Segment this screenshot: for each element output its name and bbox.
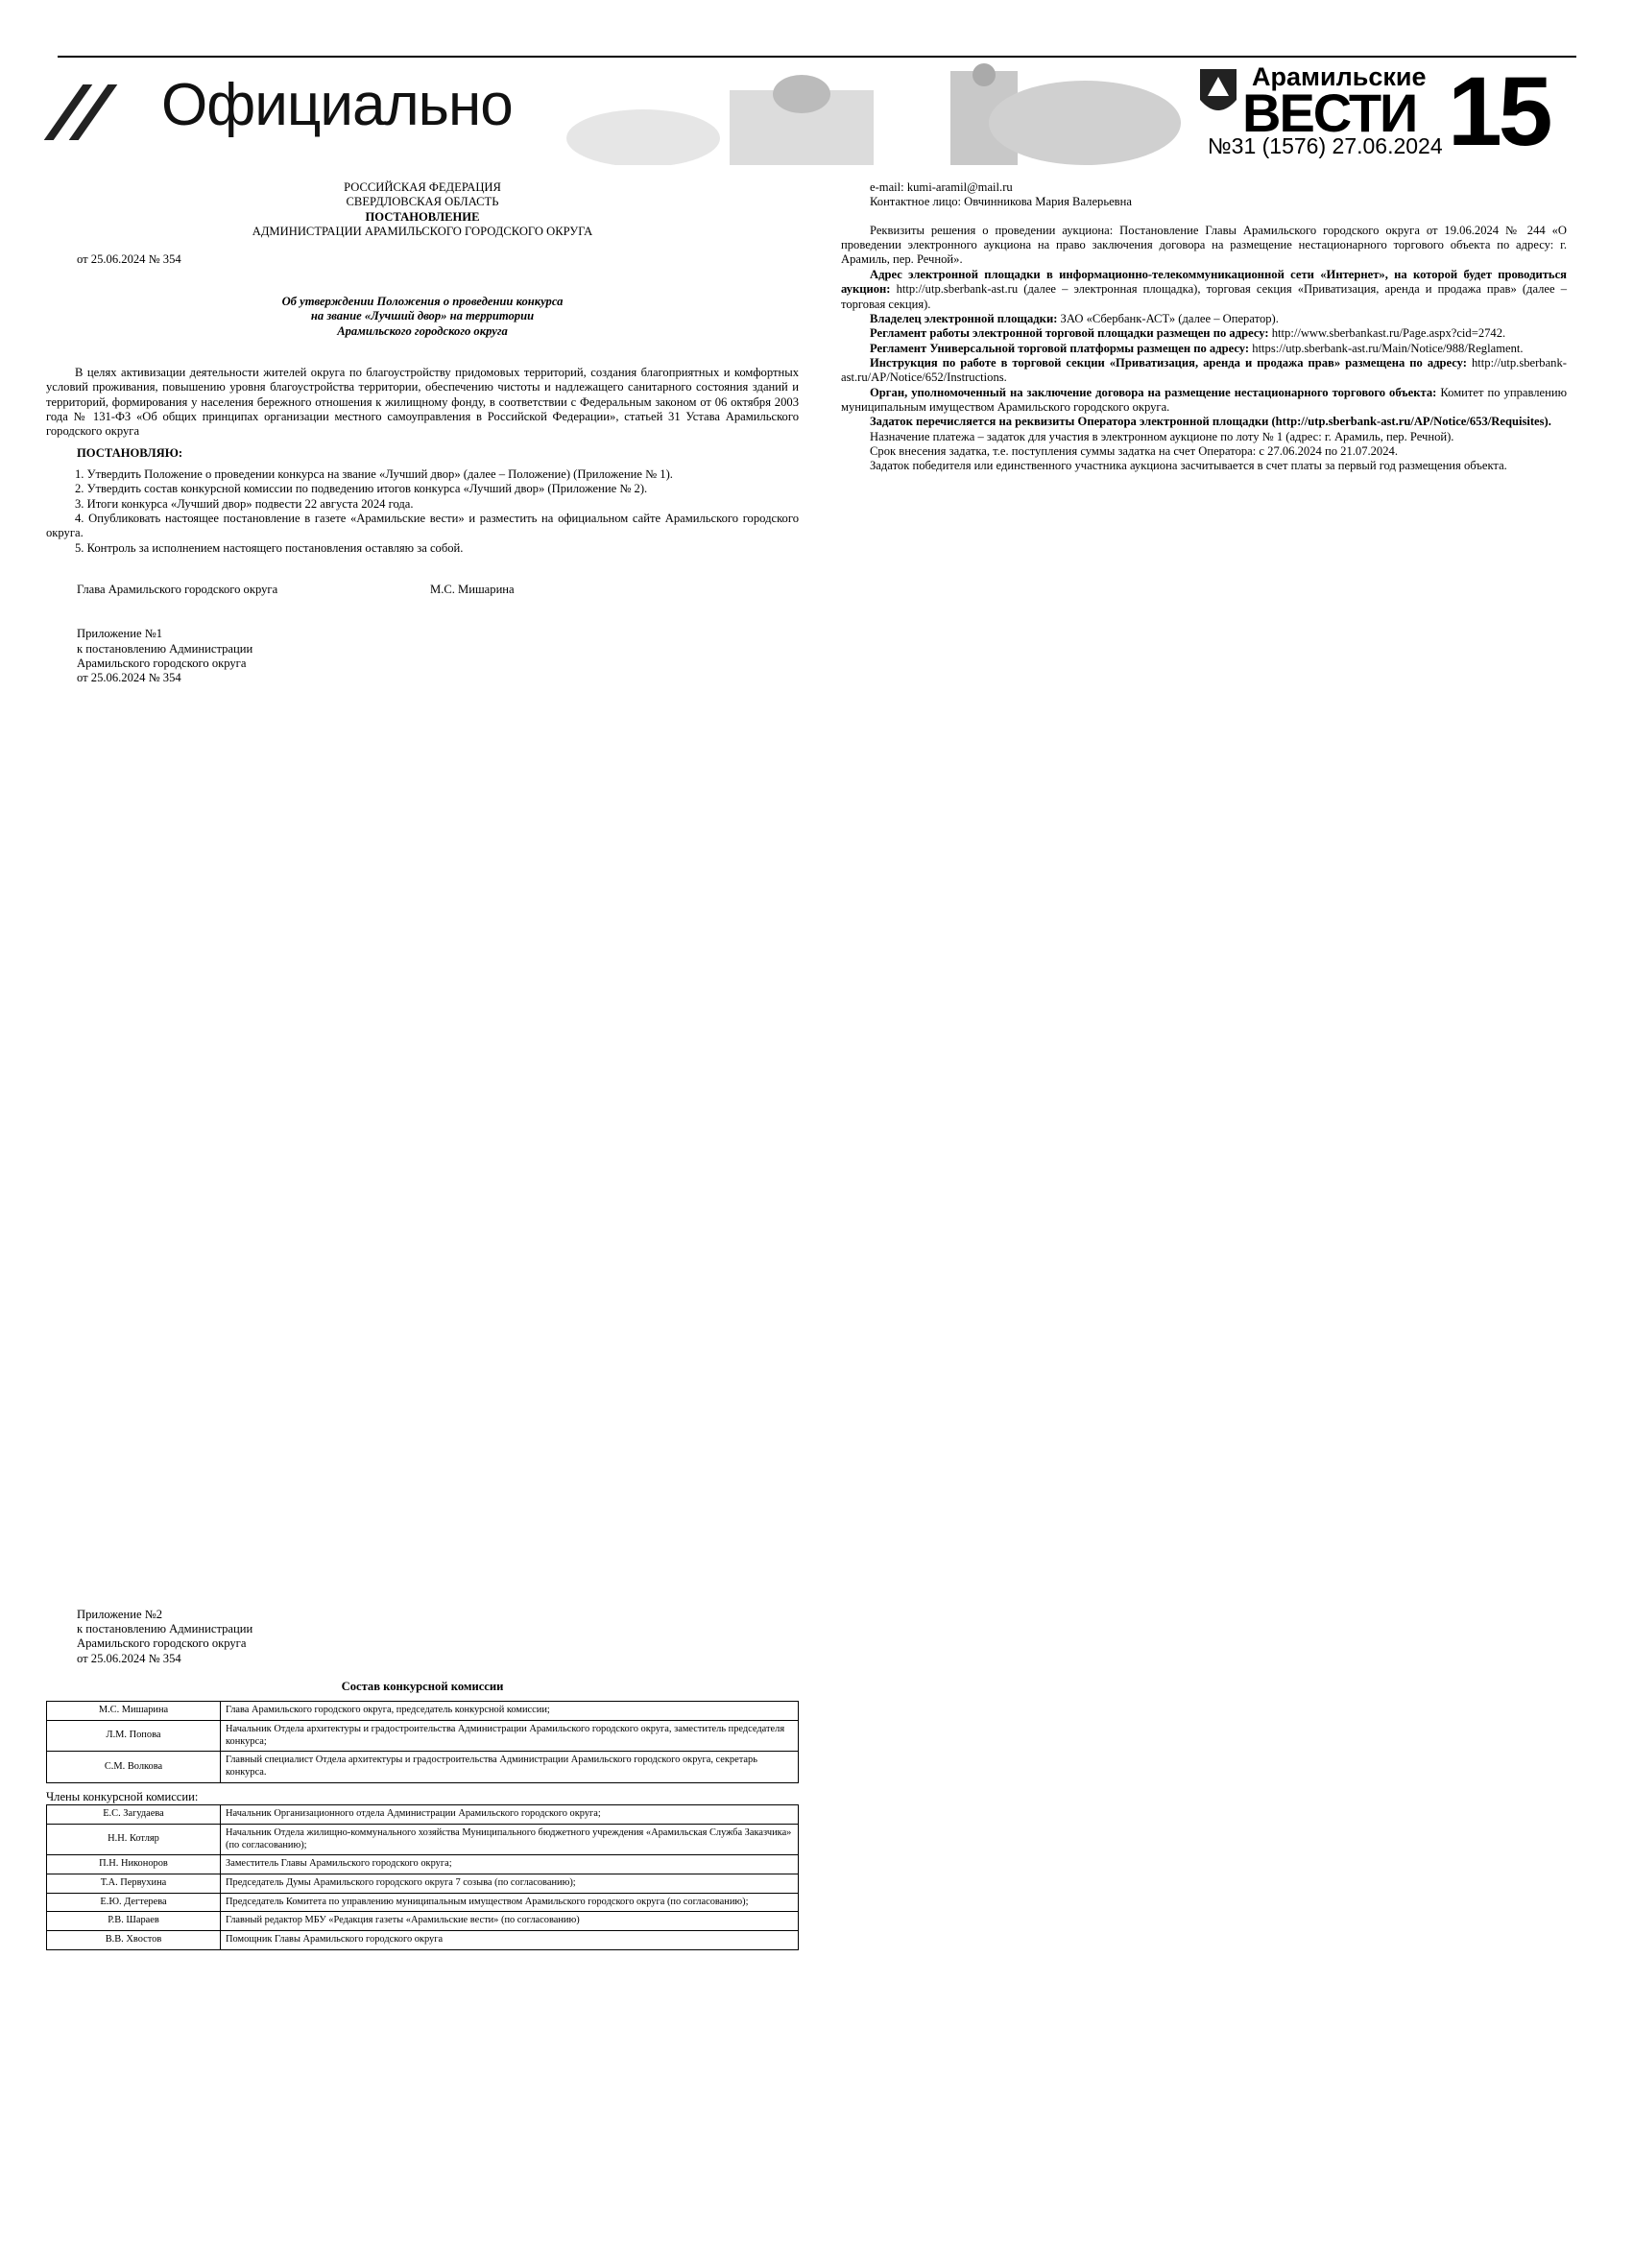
header-line: СВЕРДЛОВСКАЯ ОБЛАСТЬ xyxy=(346,195,499,209)
instruction-paragraph xyxy=(841,356,1567,386)
table-row xyxy=(47,1893,799,1912)
top-rule xyxy=(58,56,1576,58)
decree-item: 1. Утвердить Положение о проведении конкурса на звание «Лучший двор» (далее – Положение) (Приложение № 1). xyxy=(75,467,673,482)
member-name: Н.Н. Котляр xyxy=(47,1824,221,1854)
member-role: Помощник Главы Арамильского городского округа xyxy=(221,1931,799,1950)
appendix-line: от 25.06.2024 № 354 xyxy=(77,671,181,685)
instruction-label: Инструкция по работе в торговой секции «Приватизация, аренда и продажа прав» размещена по адресу: xyxy=(870,355,1467,370)
decree-item: 3. Итоги конкурса «Лучший двор» подвести 22 августа 2024 года. xyxy=(75,496,414,511)
page-number: 15 xyxy=(1448,57,1549,166)
logo-main-text: ВЕСТИ xyxy=(1242,83,1417,143)
section-title: Официально xyxy=(161,72,513,138)
regulation-label: Регламент работы электронной торговой площадки размещен по адресу: xyxy=(870,326,1269,341)
authority-paragraph xyxy=(841,386,1567,416)
table-row xyxy=(47,1912,799,1931)
owner-paragraph xyxy=(841,312,1567,326)
member-name: Р.В. Шараев xyxy=(47,1912,221,1931)
site-text: http://utp.sberbank-ast.ru (далее – электронная площадка), торговая секция «Приватизация, аренда и продажа прав» (далее – торговая секция). xyxy=(841,282,1567,311)
member-name: П.Н. Никоноров xyxy=(47,1855,221,1874)
signature-name: М.С. Мишарина xyxy=(430,583,515,597)
table-row xyxy=(47,1874,799,1893)
member-role: Главный редактор МБУ «Редакция газеты «Арамильские вести» (по согласованию) xyxy=(221,1912,799,1931)
member-role: Заместитель Главы Арамильского городского округа; xyxy=(221,1855,799,1874)
church-banner-image xyxy=(566,61,1190,165)
regulation2-paragraph xyxy=(841,342,1567,356)
authority-label: Орган, уполномоченный на заключение договора на размещение нестационарного торгового объекта: xyxy=(870,385,1437,399)
signature-row xyxy=(46,583,799,600)
commission-table xyxy=(46,1701,799,1782)
decree-item: 4. Опубликовать настоящее постановление в газете «Арамильские вести» и разместить на официальном сайте Арамильского городского округа. xyxy=(46,512,799,540)
appendix-line: Приложение №1 xyxy=(77,627,163,641)
members-label: Члены конкурсной комиссии: xyxy=(46,1789,199,1803)
issue-number: №31 (1576) 27.06.2024 xyxy=(1208,133,1443,158)
member-role: Председатель Думы Арамильского городского округа 7 созыва (по согласованию); xyxy=(221,1874,799,1893)
table-row xyxy=(47,1805,799,1825)
member-name: Л.М. Попова xyxy=(47,1721,221,1752)
emblem-icon xyxy=(1198,63,1238,121)
member-name: М.С. Мишарина xyxy=(47,1702,221,1721)
table-row xyxy=(47,1721,799,1752)
site-paragraph xyxy=(841,268,1567,312)
signature-role: Глава Арамильского городского округа xyxy=(77,583,278,597)
member-name: Е.Ю. Дегтерева xyxy=(47,1893,221,1912)
appendix-line: Приложение №2 xyxy=(77,1607,163,1621)
appendix-line: к постановлению Администрации xyxy=(77,1621,253,1635)
member-name: В.В. Хвостов xyxy=(47,1931,221,1950)
decree-item: 5. Контроль за исполнением настоящего постановления оставляю за собой. xyxy=(75,540,464,555)
payment-deadline: Срок внесения задатка, т.е. поступления суммы задатка на счет Оператора: с 27.06.2024 по 21.07.2024. xyxy=(870,444,1398,459)
table-row xyxy=(47,1855,799,1874)
owner-label: Владелец электронной площадки: xyxy=(870,311,1058,325)
left-column xyxy=(46,180,799,1950)
decree-title: на звание «Лучший двор» на территории xyxy=(310,309,535,323)
site-label: Адрес электронной площадки в информационно-телекоммуникационной сети «Интернет», на которой будет проводиться аукцион: xyxy=(841,267,1567,297)
member-role: Начальник Отдела жилищно-коммунального хозяйства Муниципального бюджетного учреждения «Арамильская Служба Заказчика» (по согласованию); xyxy=(221,1824,799,1854)
header-line: ПОСТАНОВЛЕНИЕ xyxy=(365,209,480,224)
authority-text: Комитет по управлению муниципальным имуществом Арамильского городского округа. xyxy=(841,385,1568,415)
payment-purpose: Назначение платежа – задаток для участия в электронном аукционе по лоту № 1 (адрес: г. Арамиль, пер. Речной). xyxy=(870,429,1454,443)
decree-title: Об утверждении Положения о проведении конкурса xyxy=(281,294,564,308)
member-role: Начальник Организационного отдела Администрации Арамильского городского округа; xyxy=(221,1805,799,1825)
member-role: Глава Арамильского городского округа, председатель конкурсной комиссии; xyxy=(221,1702,799,1721)
decree-item: 2. Утвердить состав конкурсной комиссии по подведению итогов конкурса «Лучший двор» (Приложение № 2). xyxy=(75,482,648,496)
regulation2-label: Регламент Универсальной торговой платформы размещен по адресу: xyxy=(870,341,1250,355)
deposit-paragraph: Задаток перечисляется на реквизиты Оператора электронной площадки (http://utp.sberbank-ast.ru/AP/Notice/653/Requisites). xyxy=(870,415,1551,429)
member-role: Председатель Комитета по управлению муниципальным имуществом Арамильского городского округа (по согласованию); xyxy=(221,1893,799,1912)
commission-title: Состав конкурсной комиссии xyxy=(341,1680,504,1694)
table-row xyxy=(47,1931,799,1950)
header-line: РОССИЙСКАЯ ФЕДЕРАЦИЯ xyxy=(344,180,501,194)
appendix-line: от 25.06.2024 № 354 xyxy=(77,1651,181,1665)
omitted-regulation-text-area xyxy=(46,686,799,1608)
table-row xyxy=(47,1752,799,1782)
member-role: Начальник Отдела архитектуры и градостроительства Администрации Арамильского городского округа, заместитель председателя конкурса; xyxy=(221,1721,799,1752)
contact-line: e-mail: kumi-aramil@mail.ru xyxy=(870,180,1013,194)
contact-line: Контактное лицо: Овчинникова Мария Валерьевна xyxy=(870,195,1132,209)
logo-top-text: Арамильские xyxy=(1252,62,1427,91)
member-role: Главный специалист Отдела архитектуры и градостроительства Администрации Арамильского городского округа, секретарь конкурса. xyxy=(221,1752,799,1782)
decree-date: от 25.06.2024 № 354 xyxy=(77,252,181,267)
table-row xyxy=(47,1702,799,1721)
regulation2-link: https://utp.sberbank-ast.ru/Main/Notice/988/Reglament. xyxy=(1252,341,1524,355)
appendix-line: к постановлению Администрации xyxy=(77,641,253,656)
appendix-line: Арамильского городского округа xyxy=(77,656,247,670)
member-name: Е.С. Загудаева xyxy=(47,1805,221,1825)
instruction-link: http://utp.sberbank-ast.ru/AP/Notice/652/Instructions. xyxy=(841,355,1567,385)
preamble: В целях активизации деятельности жителей округа по благоустройству придомовых территорий, создания благоприятных и комфортных условий проживания, повышению уровня благоустройства территории, обеспечению чистоты и надлежащего санитарного состояния зданий и территорий, формирования у населения бережного отношения к жилищному фонду, в соответствии с Федеральным законом от 06 октября 2003 года № 131-ФЗ «Об общих принципах организации местного самоуправления в Российской Федерации», статьей 31 Устава Арамильского городского округа xyxy=(46,365,799,439)
requisites-paragraph: Реквизиты решения о проведении аукциона: Постановление Главы Арамильского городского округа от 19.06.2024 № 244 «О проведении электронного аукциона на право заключения договора на размещение нестационарного торгового объекта по адресу: г. Арамиль, пер. Речной». xyxy=(841,223,1567,267)
resolve-heading: ПОСТАНОВЛЯЮ: xyxy=(77,445,183,460)
regulation-paragraph xyxy=(841,326,1567,341)
decree-title: Арамильского городского округа xyxy=(337,323,508,338)
payment-offset: Задаток победителя или единственного участника аукциона засчитывается в счет платы за первый год размещения объекта. xyxy=(870,459,1507,473)
owner-text: ЗАО «Сбербанк-АСТ» (далее – Оператор). xyxy=(1060,311,1279,325)
members-table xyxy=(46,1804,799,1950)
appendix-line: Арамильского городского округа xyxy=(77,1636,247,1651)
member-name: С.М. Волкова xyxy=(47,1752,221,1782)
table-row xyxy=(47,1824,799,1854)
member-name: Т.А. Первухина xyxy=(47,1874,221,1893)
right-column xyxy=(841,180,1567,474)
header-line: АДМИНИСТРАЦИИ АРАМИЛЬСКОГО ГОРОДСКОГО ОКРУГА xyxy=(252,225,593,239)
slash-mark xyxy=(44,84,93,140)
regulation-link: http://www.sberbankast.ru/Page.aspx?cid=2742. xyxy=(1271,326,1506,341)
